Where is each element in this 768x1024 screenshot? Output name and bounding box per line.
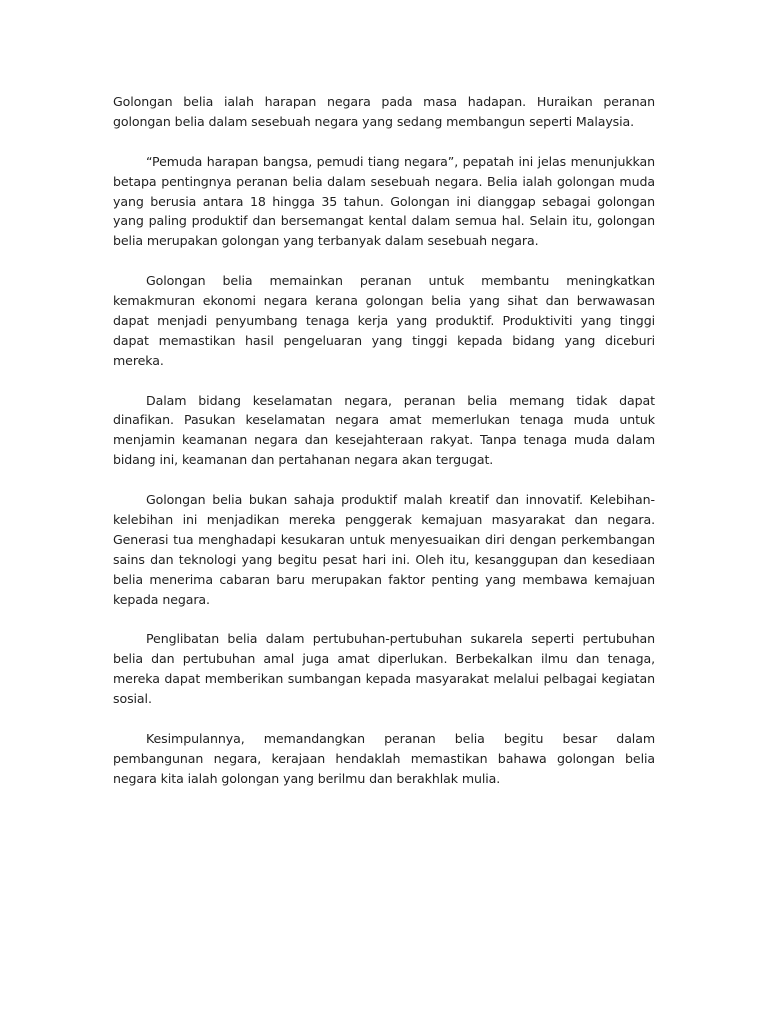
essay-paragraph-creativity: Golongan belia bukan sahaja produktif malah kreatif dan innovatif. Kelebihan-kelebihan ini menjadikan mereka penggerak kemajuan masyarakat dan negara. Generasi tua menghadapi kesukaran untuk menyesuaikan diri dengan perkembangan sains dan teknologi yang begitu pesat hari ini. Oleh itu, kesanggupan dan kesediaan belia menerima cabaran baru merupakan faktor penting yang membawa kemajuan kepada negara. — [113, 492, 655, 607]
essay-paragraph-volunteering: Penglibatan belia dalam pertubuhan-pertubuhan sukarela seperti pertubuhan belia dan pertubuhan amal juga amat diperlukan. Berbekalkan ilmu dan tenaga, mereka dapat memberikan sumbangan kepada masyarakat melalui pelbagai kegiatan sosial. — [113, 631, 655, 707]
essay-paragraph-security: Dalam bidang keselamatan negara, peranan belia memang tidak dapat dinafikan. Pasukan keselamatan negara amat memerlukan tenaga muda untuk menjamin keamanan negara dan kesejahteraan rakyat. Tanpa tenaga muda dalam bidang ini, keamanan dan pertahanan negara akan tergugat. — [113, 392, 655, 468]
essay-page — [113, 92, 655, 789]
essay-paragraph-introduction: “Pemuda harapan bangsa, pemudi tiang negara”, pepatah ini jelas menunjukkan betapa pentingnya peranan belia dalam sesebuah negara. Belia ialah golongan muda yang berusia antara 18 hingga 35 tahun. Golongan ini dianggap sebagai golongan yang paling produktif dan bersemangat kental dalam semua hal. Selain itu, golongan belia merupakan golongan yang terbanyak dalam sesebuah negara. — [113, 153, 655, 249]
essay-paragraph-conclusion: Kesimpulannya, memandangkan peranan belia begitu besar dalam pembangunan negara, kerajaan hendaklah memastikan bahawa golongan belia negara kita ialah golongan yang berilmu dan berakhlak mulia. — [113, 730, 655, 786]
essay-question: Golongan belia ialah harapan negara pada masa hadapan. Huraikan peranan golongan belia dalam sesebuah negara yang sedang membangun seperti Malaysia. — [113, 94, 655, 129]
essay-paragraph-economy: Golongan belia memainkan peranan untuk membantu meningkatkan kemakmuran ekonomi negara kerana golongan belia yang sihat dan berwawasan dapat menjadi penyumbang tenaga kerja yang produktif. Produktiviti yang tinggi dapat memastikan hasil pengeluaran yang tinggi kepada bidang yang diceburi mereka. — [113, 273, 655, 368]
